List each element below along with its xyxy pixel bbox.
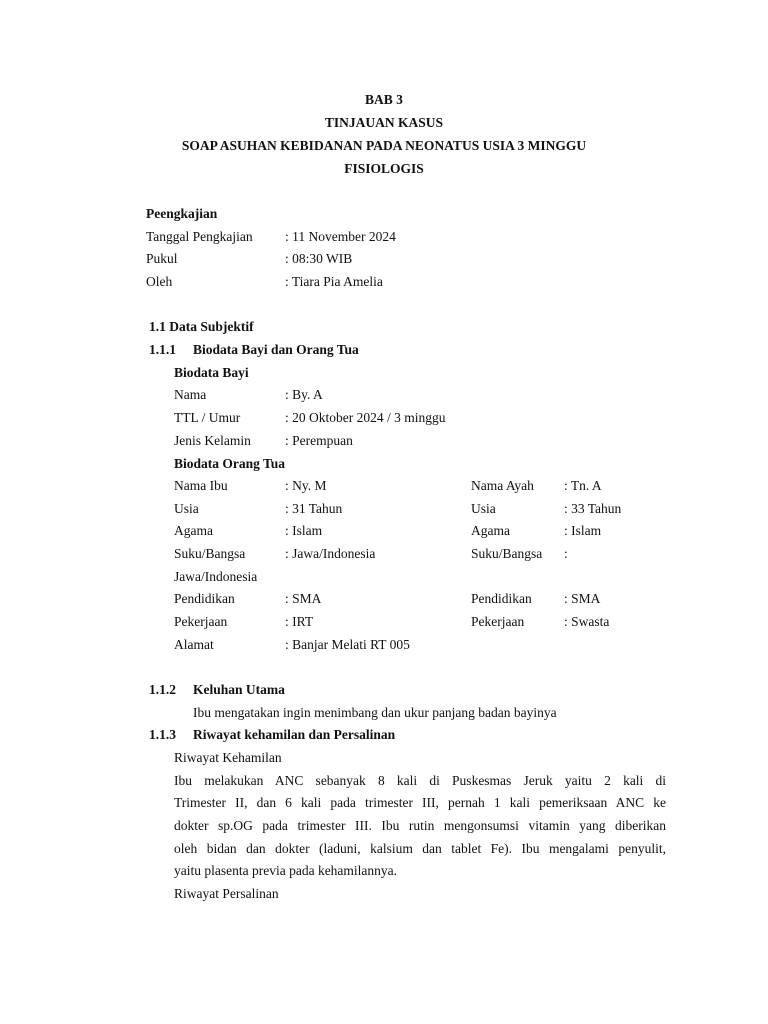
- pengkajian-value: : 08:30 WIB: [285, 251, 353, 266]
- ayah-label: Pekerjaan: [471, 614, 525, 629]
- paragraph-line: oleh bidan dan dokter (laduni, kalsium dan tablet Fe). Ibu mengalami penyulit,: [174, 841, 666, 856]
- ayah-suku-continuation: Jawa/Indonesia: [174, 569, 258, 584]
- biodata-bayi-heading: Biodata Bayi: [174, 365, 249, 380]
- bayi-label: Nama: [174, 387, 207, 402]
- pengkajian-label: Tanggal Pengkajian: [146, 229, 253, 244]
- alamat-label: Alamat: [174, 637, 214, 652]
- ibu-value: : 31 Tahun: [285, 501, 343, 516]
- document-subtitle-line2: FISIOLOGIS: [344, 161, 424, 176]
- ayah-value: : 33 Tahun: [564, 501, 622, 516]
- ibu-label: Nama Ibu: [174, 478, 228, 493]
- bayi-value: : 20 Oktober 2024 / 3 minggu: [285, 410, 446, 425]
- ayah-label: Usia: [471, 501, 496, 516]
- bayi-value: : By. A: [285, 387, 323, 402]
- ibu-value: : Jawa/Indonesia: [285, 546, 376, 561]
- ibu-value: : Ny. M: [285, 478, 327, 493]
- ayah-label: Pendidikan: [471, 591, 532, 606]
- ayah-label: Nama Ayah: [471, 478, 534, 493]
- ibu-label: Pendidikan: [174, 591, 235, 606]
- ayah-label: Agama: [471, 523, 510, 538]
- riwayat-persalinan-heading: Riwayat Persalinan: [174, 886, 279, 901]
- ayah-label: Suku/Bangsa: [471, 546, 543, 561]
- section-number-keluhan: 1.1.2: [149, 682, 176, 697]
- bayi-value: : Perempuan: [285, 433, 353, 448]
- ibu-label: Pekerjaan: [174, 614, 228, 629]
- ibu-label: Agama: [174, 523, 213, 538]
- paragraph-line: Ibu melakukan ANC sebanyak 8 kali di Puskesmas Jeruk yaitu 2 kali di: [174, 773, 666, 788]
- ibu-label: Suku/Bangsa: [174, 546, 246, 561]
- pengkajian-heading: Peengkajian: [146, 206, 218, 221]
- bayi-label: TTL / Umur: [174, 410, 241, 425]
- ibu-value: : IRT: [285, 614, 314, 629]
- ibu-value: : SMA: [285, 591, 322, 606]
- chapter-number: BAB 3: [365, 92, 403, 107]
- pengkajian-value: : Tiara Pia Amelia: [285, 274, 383, 289]
- ibu-label: Usia: [174, 501, 199, 516]
- section-heading-biodata: Biodata Bayi dan Orang Tua: [193, 342, 359, 357]
- document-subtitle-line1: SOAP ASUHAN KEBIDANAN PADA NEONATUS USIA 3 MINGGU: [181, 138, 587, 153]
- paragraph-line: dokter sp.OG pada trimester III. Ibu rutin mengonsumsi vitamin yang diberikan: [174, 818, 666, 833]
- section-heading-riwayat: Riwayat kehamilan dan Persalinan: [193, 727, 396, 742]
- ayah-value: : Swasta: [564, 614, 610, 629]
- keluhan-text: Ibu mengatakan ingin menimbang dan ukur panjang badan bayinya: [193, 705, 557, 720]
- ibu-value: : Islam: [285, 523, 323, 538]
- pengkajian-label: Oleh: [146, 274, 173, 289]
- paragraph-line: Trimester II, dan 6 kali pada trimester III, pernah 1 kali pemeriksaan ANC ke: [174, 795, 666, 810]
- section-number-riwayat: 1.1.3: [149, 727, 176, 742]
- ayah-value: : Tn. A: [564, 478, 602, 493]
- ayah-value: :: [564, 546, 568, 561]
- riwayat-kehamilan-heading: Riwayat Kehamilan: [174, 750, 282, 765]
- section-number-biodata: 1.1.1: [149, 342, 176, 357]
- pengkajian-label: Pukul: [146, 251, 178, 266]
- paragraph-line: yaitu plasenta previa pada kehamilannya.: [174, 863, 398, 878]
- bayi-label: Jenis Kelamin: [174, 433, 251, 448]
- section-heading-data-subjektif: 1.1 Data Subjektif: [149, 319, 254, 334]
- alamat-value: : Banjar Melati RT 005: [285, 637, 410, 652]
- ayah-value: : SMA: [564, 591, 601, 606]
- pengkajian-value: : 11 November 2024: [285, 229, 396, 244]
- ayah-value: : Islam: [564, 523, 602, 538]
- biodata-orang-tua-heading: Biodata Orang Tua: [174, 456, 286, 471]
- chapter-title: TINJAUAN KASUS: [324, 115, 444, 130]
- section-heading-keluhan: Keluhan Utama: [193, 682, 285, 697]
